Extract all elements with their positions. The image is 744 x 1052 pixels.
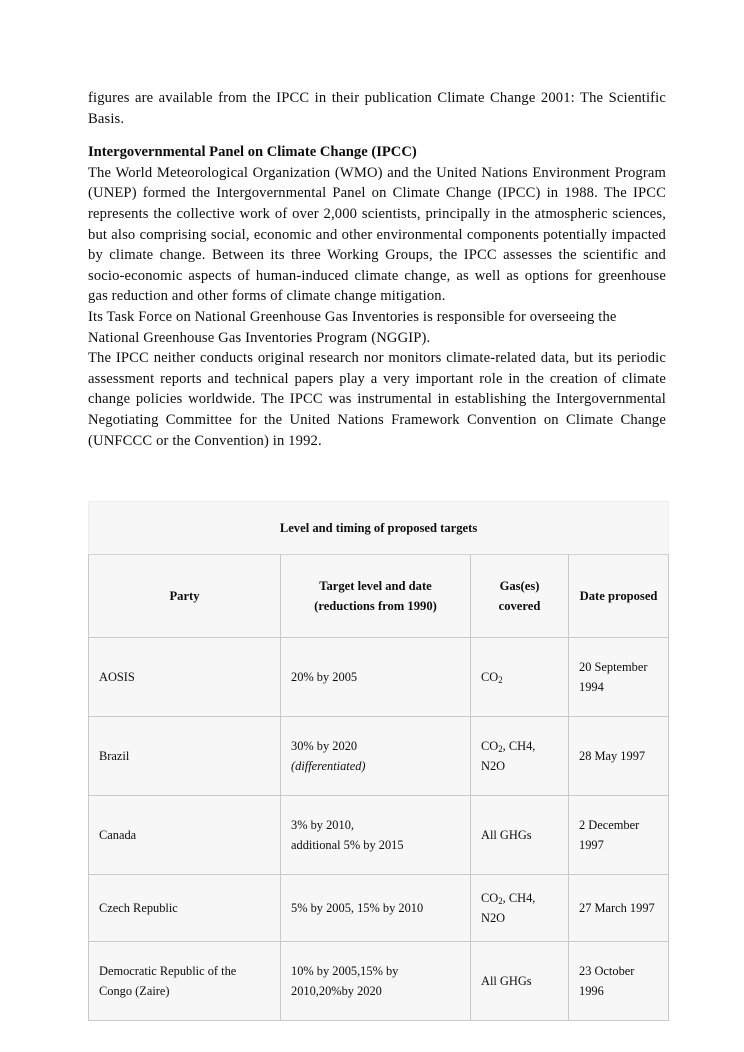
paragraph-ipcc-body-3: The IPCC neither conducts original research nor monitors climate-related data, but its periodic assessment reports and technical papers play a very important role in the creation of climate change policies worldwide. The IPCC was instrumental in establishing the Intergovernmental Negotiating Committee for the United Nations Framework Convention on Climate Change (UNFCCC or the Convention) in 1992. [88, 350, 666, 449]
table-row [89, 942, 669, 1021]
cell-gas-subscript: 2 [498, 896, 503, 907]
table-header-row [89, 555, 669, 638]
table-caption: Level and timing of proposed targets [89, 502, 669, 555]
cell-target [281, 717, 471, 796]
paragraph-ipcc-body-1: The World Meteorological Organization (WMO) and the United Nations Environment Program (UNEP) formed the Intergovernmental Panel on Climate Change (IPCC) in 1988. The IPCC represents the collective work of over 2,000 scientists, principally in the atmospheric sciences, but also comprising social, economic and other environmental components potentially impacted by climate change. Between its three Working Groups, the IPCC assesses the scientific and socio-economic aspects of human-induced climate change, as well as options for greenhouse gas reduction and other forms of climate change mitigation. [88, 164, 666, 305]
cell-date: 27 March 1997 [569, 875, 669, 942]
cell-gas-prefix: CO [481, 739, 499, 754]
column-header-target-line1: Target level and date [319, 579, 432, 594]
cell-gas [471, 717, 569, 796]
cell-gas-subscript: 2 [498, 675, 503, 686]
cell-gas [471, 638, 569, 717]
cell-target-line1: 5% by 2005, 15% by 2010 [291, 901, 424, 916]
cell-target-line2: (differentiated) [291, 759, 366, 774]
cell-gas-prefix: CO [481, 670, 499, 685]
cell-party: Canada [89, 796, 281, 875]
paragraph-spacer [88, 129, 666, 142]
table-caption-row [89, 502, 669, 555]
column-header-gas-line1: Gas(es) [499, 579, 540, 594]
column-header-gas-line2: covered [498, 599, 541, 614]
cell-gas-prefix: All GHGs [481, 974, 532, 989]
cell-target [281, 638, 471, 717]
table-row [89, 638, 669, 717]
column-header-target [281, 555, 471, 638]
cell-gas-prefix: All GHGs [481, 828, 532, 843]
section-heading-ipcc: Intergovernmental Panel on Climate Change (IPCC) [88, 144, 417, 161]
table-row [89, 875, 669, 942]
column-header-target-line2: (reductions from 1990) [314, 599, 437, 614]
cell-date: 28 May 1997 [569, 717, 669, 796]
cell-party: Brazil [89, 717, 281, 796]
cell-target-line1: 30% by 2020 [291, 739, 358, 754]
cell-target [281, 796, 471, 875]
cell-gas-suffix: , CH4, N2O [481, 891, 536, 926]
column-header-gas [471, 555, 569, 638]
targets-table-container [88, 501, 668, 1021]
cell-target-line2: 2010,20%by 2020 [291, 984, 382, 999]
cell-target-line1: 10% by 2005,15% by [291, 964, 399, 979]
paragraph-intro: figures are available from the IPCC in their publication Climate Change 2001: The Scientific Basis. [88, 90, 666, 127]
cell-gas [471, 796, 569, 875]
cell-date: 23 October 1996 [569, 942, 669, 1021]
column-header-party: Party [89, 555, 281, 638]
cell-target-line1: 3% by 2010, [291, 818, 354, 833]
cell-gas-subscript: 2 [498, 744, 503, 755]
cell-target-line2: additional 5% by 2015 [291, 838, 404, 853]
cell-target [281, 942, 471, 1021]
cell-gas-prefix: CO [481, 891, 499, 906]
table-row [89, 717, 669, 796]
cell-target [281, 875, 471, 942]
cell-party: Democratic Republic of the Congo (Zaire) [89, 942, 281, 1021]
cell-party: AOSIS [89, 638, 281, 717]
cell-gas [471, 942, 569, 1021]
cell-gas [471, 875, 569, 942]
cell-date: 2 December 1997 [569, 796, 669, 875]
cell-date: 20 September 1994 [569, 638, 669, 717]
column-header-date: Date proposed [569, 555, 669, 638]
paragraph-ipcc-body-2: Its Task Force on National Greenhouse Gas Inventories is responsible for overseeing the National Greenhouse Gas Inventories Program (NGGIP). [88, 308, 617, 346]
cell-party: Czech Republic [89, 875, 281, 942]
table-row [89, 796, 669, 875]
cell-target-line1: 20% by 2005 [291, 670, 358, 685]
targets-table [88, 501, 669, 1021]
cell-gas-suffix: , CH4, N2O [481, 739, 536, 774]
